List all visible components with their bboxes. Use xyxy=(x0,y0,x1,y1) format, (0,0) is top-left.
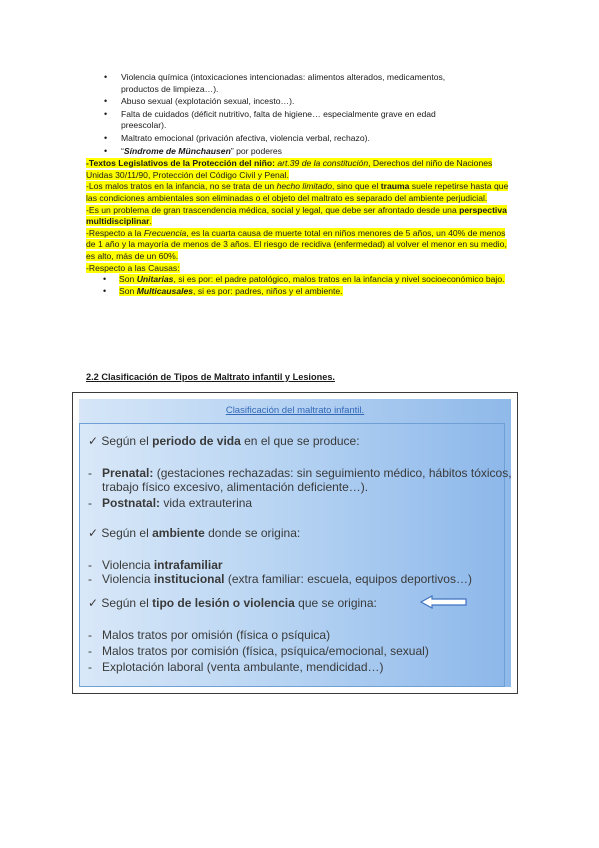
item-prenatal xyxy=(88,466,512,480)
item-text: Explotación laboral (venta ambulante, mendicidad…) xyxy=(102,660,384,674)
paragraph-text: -Los malos tratos en la infancia, no se trata de un xyxy=(86,181,277,192)
paragraph-italic: hecho limitado xyxy=(276,181,333,192)
list-item xyxy=(121,146,516,158)
dash-marker: - xyxy=(88,660,92,674)
list-item-emphasis: Multicausales xyxy=(136,285,194,296)
item-text: (extra familiar: escuela, equipos deportivos…) xyxy=(224,572,472,586)
dash-marker: - xyxy=(88,644,92,658)
heading-text: donde se origina: xyxy=(204,526,301,540)
heading-text: Según el xyxy=(98,434,153,448)
dash-marker: - xyxy=(88,572,92,586)
paragraph-italic: Frecuencia xyxy=(143,227,187,238)
dash-marker: - xyxy=(88,558,92,572)
list-item-text: ” por poderes xyxy=(230,145,282,156)
bullet-list-causas xyxy=(86,274,516,297)
heading-text: que se origina: xyxy=(294,596,377,610)
heading-periodo xyxy=(88,434,360,448)
paragraph-text: , sino que el xyxy=(332,181,381,192)
heading-bold: tipo de lesión o violencia xyxy=(152,596,295,610)
list-item-text: Falta de cuidados (déficit nutritivo, falta de higiene… especialmente grave en edad xyxy=(121,108,436,119)
dash-marker: - xyxy=(88,466,92,480)
paragraph-bold: -Textos Legislativos de la Protección del niño: xyxy=(86,158,275,169)
item-intrafamiliar xyxy=(88,558,223,572)
item-bold: Prenatal: xyxy=(102,466,154,480)
bullet-list-maltrato xyxy=(86,72,516,157)
item-institucional xyxy=(88,572,472,586)
heading-tipo-lesion xyxy=(88,596,377,610)
item-text: Violencia xyxy=(102,572,154,586)
list-item-text: Son xyxy=(119,285,137,296)
paragraph-text: suele repetirse hasta que las condiciones ambientales son eliminadas o el objeto del maltrato es separado del ambiente perjudicial. xyxy=(86,181,509,203)
dash-marker: - xyxy=(88,496,92,510)
paragraph-italic: art.39 de la constitución xyxy=(274,158,369,169)
list-item-text: Son xyxy=(119,274,137,285)
heading-bold: ambiente xyxy=(152,526,205,540)
list-item-text: preescolar). xyxy=(121,120,167,131)
paragraph-text: , Derechos del niño de Naciones Unidas 30/11/90, Protección del Código Civil y Penal. xyxy=(86,158,493,180)
paragraph-causas-intro xyxy=(86,263,516,275)
heading-bold: periodo de vida xyxy=(152,434,241,448)
paragraph-problema xyxy=(86,205,516,228)
item-text: (gestaciones rechazadas: sin seguimiento médico, hábitos tóxicos, xyxy=(153,466,512,480)
paragraph-frecuencia xyxy=(86,228,516,263)
item-bold: intrafamiliar xyxy=(153,558,223,572)
item-bold: institucional xyxy=(153,572,225,586)
list-item-text: , si es por: padres, niños y el ambiente. xyxy=(193,285,343,296)
paragraph-text: . xyxy=(149,216,152,227)
paragraph-bold: trauma xyxy=(380,181,410,192)
heading-text: Según el xyxy=(98,596,153,610)
list-item-text: “ xyxy=(121,145,124,156)
paragraph-bold: perspectiva multidisciplinar xyxy=(86,204,507,227)
paragraph-text: -Es un problema de gran trascendencia médica, social y legal, que debe ser afrontado desde una xyxy=(86,204,460,215)
arrow-left-icon xyxy=(420,595,468,609)
dash-marker: - xyxy=(88,628,92,642)
figure-panel xyxy=(79,423,512,687)
item-text: Malos tratos por comisión (física, psíquica/emocional, sexual) xyxy=(102,644,429,658)
heading-ambiente xyxy=(88,526,300,540)
check-icon: ✓ xyxy=(88,434,99,448)
paragraph-textos-legislativos xyxy=(86,158,516,181)
figure-title: Clasificación del maltrato infantil. xyxy=(225,405,365,416)
list-item-text: Maltrato emocional (privación afectiva, violencia verbal, rechazo). xyxy=(121,132,370,143)
item-postnatal xyxy=(88,496,252,510)
item-text: Malos tratos por omisión (física o psíquica) xyxy=(102,628,331,642)
section-title: 2.2 Clasificación de Tipos de Maltrato infantil y Lesiones. xyxy=(86,372,335,382)
list-item xyxy=(121,133,516,145)
list-item-emphasis: Síndrome de Münchausen xyxy=(123,145,231,156)
list-item-text: productos de limpieza…). xyxy=(121,83,219,94)
heading-text: en el que se produce: xyxy=(240,434,360,448)
check-icon: ✓ xyxy=(88,596,99,610)
item-text: vida extrauterina xyxy=(160,496,253,510)
item-explotacion xyxy=(88,660,384,674)
item-prenatal-cont: trabajo físico excesivo, alimentación deficiente…). xyxy=(102,480,369,494)
list-item xyxy=(121,96,516,108)
list-item-emphasis: Unitarias xyxy=(136,274,174,285)
figure-background xyxy=(79,399,511,687)
item-bold: Postnatal: xyxy=(102,496,161,510)
paragraph-text: -Respecto a las Causas: xyxy=(86,262,180,273)
heading-text: Según el xyxy=(98,526,153,540)
list-item xyxy=(121,109,516,132)
document-body xyxy=(86,72,516,297)
list-item-text: Violencia química (intoxicaciones intencionadas: alimentos alterados, medicamentos, xyxy=(121,72,446,82)
classification-figure xyxy=(72,392,518,694)
paragraph-text: -Respecto a la xyxy=(86,227,144,238)
paragraph-text: , es la cuarta causa de muerte total en niños menores de 5 años, un 40% de menos de 1 año y la mayoría de menos de 3 años. El riesgo de recidiva (enfermedad) al volver el menor en su medio, es alto, más de un 60%. xyxy=(86,227,507,261)
item-comision xyxy=(88,644,429,658)
item-omision xyxy=(88,628,330,642)
list-item xyxy=(119,274,516,286)
list-item-text: , si es por: el padre patológico, malos tratos en la infancia y nivel socioeconómico bajo. xyxy=(173,274,505,285)
item-text: Violencia xyxy=(102,558,154,572)
list-item-text: Abuso sexual (explotación sexual, incesto…). xyxy=(121,96,295,107)
list-item xyxy=(119,286,516,298)
paragraph-malos-tratos xyxy=(86,181,516,204)
check-icon: ✓ xyxy=(88,526,99,540)
list-item xyxy=(121,72,516,95)
